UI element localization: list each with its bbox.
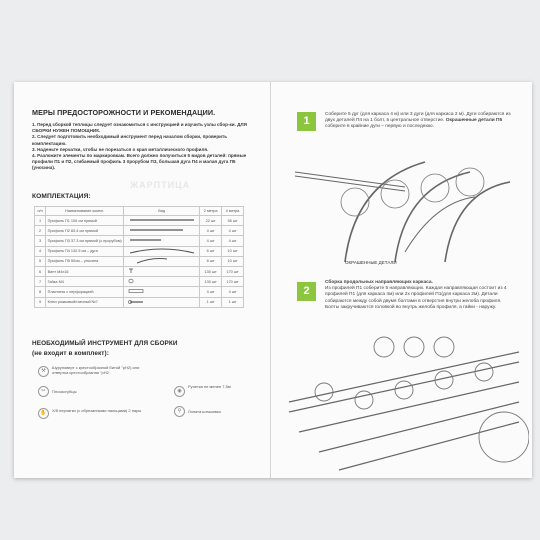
part-image-p3 — [124, 236, 200, 246]
left-page — [14, 82, 270, 478]
instruction-booklet — [14, 82, 532, 478]
rule-3: 3. Наденьте перчатки, чтобы не порезаться о края металлического профиля. — [32, 146, 209, 152]
step-2-diagram — [279, 332, 529, 472]
tape-measure-icon: ◉ — [174, 386, 185, 397]
step-2-badge: 2 — [297, 282, 316, 301]
table-cell: 170 шт — [222, 266, 244, 276]
table-cell: 1 шт — [222, 297, 244, 307]
table-cell: 4 — [35, 246, 46, 256]
table-cell: 7 — [35, 277, 46, 287]
table-cell: 4 шт — [200, 287, 222, 297]
painted-parts-label: ОКРАШЕННЫЕ ДЕТАЛИ — [345, 260, 397, 265]
step-1-body: Соберите 5 дуг (для каркаса 4 м) или 3 дуги (для каркаса 2 м). Дуги собираются из двух деталей П4 на 1 болт, в центральное отверстие. — [325, 112, 511, 124]
table-cell: 4 шт — [200, 226, 222, 236]
rules-block — [32, 122, 254, 172]
tool-screwdriver: Шуруповерт с крестообразной битой "pH2) или отвертка крестообразная "pH2 — [52, 365, 140, 376]
table-cell: Профиль П3 37.3 см прямой (с прорубом) — [46, 236, 124, 246]
table-row — [35, 236, 244, 246]
part-image-p2 — [124, 226, 200, 236]
rule-2: 2. Следует подготовить необходимый инструмент перед началом сборки, проверить комплектацию. — [32, 134, 228, 146]
tool-tape: Рулетка не менее 7,5м — [188, 384, 231, 389]
step-1-body-2: соберите в крайние дуги – первую и последнюю. — [325, 124, 434, 130]
tool-shovel: Лопата штыковая — [188, 409, 221, 414]
table-cell: Гайка М4 — [46, 277, 124, 287]
trowel-icon: ⚲ — [174, 406, 185, 417]
watermark-logo: ЖАРПТИЦА — [130, 180, 191, 190]
table-cell: 1 шт — [200, 297, 222, 307]
table-header: п/п — [35, 207, 46, 216]
table-row — [35, 256, 244, 266]
table-header: Вид — [124, 207, 200, 216]
table-row — [35, 297, 244, 307]
precautions-heading: МЕРЫ ПРЕДОСТОРОЖНОСТИ И РЕКОМЕНДАЦИИ. — [32, 108, 216, 117]
table-cell: 130 шт — [200, 277, 222, 287]
table-cell: 1 — [35, 216, 46, 226]
table-cell: 6 — [35, 266, 46, 276]
step-1-bold: Окрашенные детали П5 — [445, 118, 503, 124]
table-row — [35, 246, 244, 256]
part-image-nut — [124, 277, 200, 287]
table-row — [35, 226, 244, 236]
komplekt-table — [34, 206, 244, 308]
table-cell: Ключ рожковый/гаечный №7 — [46, 297, 124, 307]
gloves-icon: ✋ — [38, 408, 49, 419]
table-cell: 170 шт — [222, 277, 244, 287]
table-header: 2 метра — [200, 207, 222, 216]
table-header: Наименование компл. — [46, 207, 124, 216]
table-header-row — [35, 207, 244, 216]
step-1-diagram — [285, 142, 525, 267]
table-cell: 6 шт — [200, 246, 222, 256]
step-2-title: Сборка продольных направляющих каркаса. — [325, 280, 433, 285]
table-cell: 10 шт — [222, 246, 244, 256]
part-image-p4 — [124, 246, 200, 256]
table-cell: 10 шт — [222, 256, 244, 266]
part-image-screw — [124, 266, 200, 276]
table-cell: Профиль П2 83.4 см прямой — [46, 226, 124, 236]
table-cell: Винт М4х16 — [46, 266, 124, 276]
step-1-badge: 1 — [297, 112, 316, 131]
right-page — [271, 82, 532, 478]
part-image-wrench — [124, 297, 200, 307]
rule-4: 4. Разложите элементы по маркировкам. Всего должно получиться 5 видов деталей: прямые профили П1 и П2, сгибаемый профиль 3 прорубом П3, большая дуга П4 и малая дуга П5 (уносина). — [32, 153, 247, 171]
step-2-body: Из профилей П1 соберите 5 направляющих. Каждая направляющая состоит из 4 профилей П1 (для каркаса 4м) или 2х профилей П1(для каркаса 2м). Детали собираются между собой двумя болтами в отверстия внутри желоба профиля. Болты закручиваются головкой во внутрь желоба профиля, а гайки - наружу. — [325, 286, 507, 310]
table-cell: 4 шт — [222, 287, 244, 297]
part-image-p1 — [124, 216, 200, 226]
table-cell: Профиль П4 132.5 см – дуга — [46, 246, 124, 256]
rule-1: 1. Перед сборкой теплицы следует ознакомиться с инструкцией и изучить узлы сбор-ки. ДЛЯ СБОРКИ НУЖЕН ПОМОЩНИК. — [32, 122, 247, 134]
tools-subtitle: (не входит в комплект): — [32, 350, 109, 357]
step-2-text — [325, 280, 515, 311]
table-cell: 130 шт — [200, 266, 222, 276]
table-row — [35, 266, 244, 276]
part-image-p5 — [124, 256, 200, 266]
tools-title: НЕОБХОДИМЫЙ ИНСТРУМЕНТ ДЛЯ СБОРКИ — [32, 340, 178, 347]
tool-gloves: Х/б перчатки (с обрезанными пальцами) 2 пары — [52, 408, 142, 413]
table-cell: 4 шт — [222, 226, 244, 236]
table-cell: 5 — [35, 256, 46, 266]
pliers-icon: ✂ — [38, 386, 49, 397]
table-cell: 8 — [35, 287, 46, 297]
table-cell: Профиль П1 106 см прямой — [46, 216, 124, 226]
table-row — [35, 287, 244, 297]
part-image-plate — [124, 287, 200, 297]
table-cell: 3 — [35, 236, 46, 246]
step-1-text — [325, 112, 515, 131]
table-cell: 2 — [35, 226, 46, 236]
table-row — [35, 216, 244, 226]
table-cell: 4 шт — [200, 236, 222, 246]
table-cell: 9 — [35, 297, 46, 307]
table-cell: Пластины с перфорацией — [46, 287, 124, 297]
table-cell: 4 шт — [222, 236, 244, 246]
table-cell: Профиль П5 50см – уносина — [46, 256, 124, 266]
table-cell: 6 шт — [200, 256, 222, 266]
table-header: 4 метра — [222, 207, 244, 216]
table-row — [35, 277, 244, 287]
table-cell: 36 шт — [222, 216, 244, 226]
komplekt-title: КОМПЛЕКТАЦИЯ: — [32, 193, 91, 200]
table-cell: 22 шт — [200, 216, 222, 226]
screwdriver-icon: ⚒ — [38, 366, 49, 377]
tool-pliers: Плоскогубцы — [52, 389, 77, 394]
